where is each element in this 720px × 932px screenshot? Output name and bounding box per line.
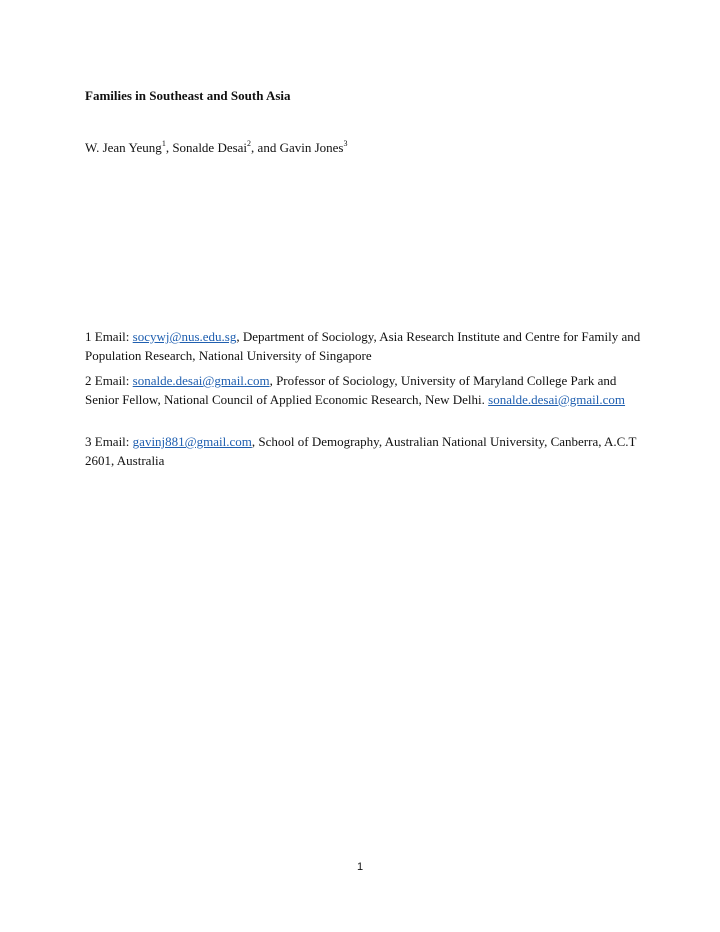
affiliation-2 [85, 372, 645, 409]
author-affiliation-marker: 2 [247, 138, 252, 148]
affiliation-prefix: 1 Email: [85, 329, 133, 344]
author-separator: , [165, 140, 173, 155]
affiliation-text: , Professor of Sociology, University of Maryland College Park and Senior Fellow, National Council of Applied Economic Research, New Delhi. [85, 373, 617, 407]
email-link[interactable]: socywj@nus.edu.sg [132, 329, 237, 344]
email-link[interactable]: sonalde.desai@gmail.com [132, 373, 270, 388]
email-link-repeat[interactable]: sonalde.desai@gmail.com [488, 391, 626, 407]
author-name: Gavin Jones [279, 140, 344, 155]
page-number: 1 [356, 861, 364, 873]
affiliation-prefix: 3 Email: [85, 434, 133, 449]
author-affiliation-marker: 3 [343, 138, 348, 148]
author-name: W. Jean Yeung [85, 140, 162, 155]
affiliation-text: , Department of Sociology, Asia Research Institute and Centre for Family and Population Research, National University of Singapore [85, 329, 641, 363]
affiliation-1 [85, 328, 645, 365]
author-affiliation-marker: 1 [161, 138, 166, 148]
affiliation-3 [85, 433, 645, 470]
author-line [85, 140, 348, 156]
affiliation-text: , School of Demography, Australian National University, Canberra, A.C.T 2601, Australia [85, 434, 637, 468]
author-separator: , and [251, 140, 280, 155]
author-name: Sonalde Desai [172, 140, 248, 155]
affiliation-prefix: 2 Email: [85, 373, 133, 388]
email-link[interactable]: gavinj881@gmail.com [132, 434, 252, 449]
paper-title: Families in Southeast and South Asia [85, 88, 291, 103]
